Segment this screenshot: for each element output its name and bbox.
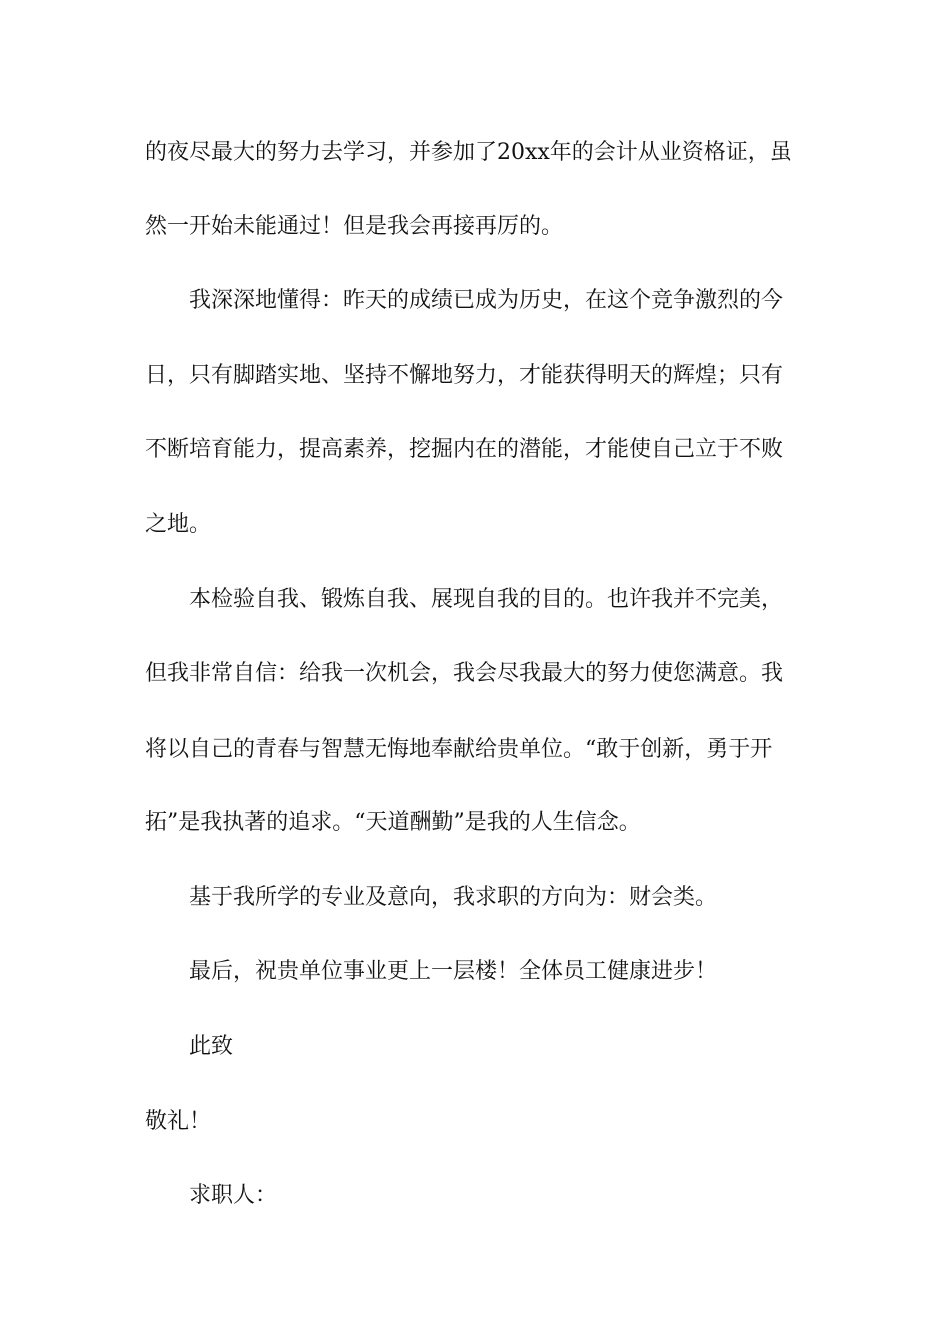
paragraph-line: 然一开始未能通过！但是我会再接再厉的。 (145, 214, 564, 239)
paragraph-line: 日，只有脚踏实地、坚持不懈地努力，才能获得明天的辉煌；只有 (145, 363, 784, 388)
paragraph-line: 不断培育能力，提高素养，挖掘内在的潜能，才能使自己立于不败 (145, 437, 784, 462)
paragraph-line: 但我非常自信：给我一次机会，我会尽我最大的努力使您满意。我 (145, 661, 784, 686)
applicant-signature-label: 求职人： (189, 1183, 278, 1208)
paragraph-line: 本检验自我、锻炼自我、展现自我的目的。也许我并不完美， (189, 587, 784, 612)
closing-salutation: 此致 (189, 1034, 234, 1059)
paragraph-line: 将以自己的青春与智慧无悔地奉献给贵单位。“敢于创新，勇于开 (145, 737, 773, 762)
paragraph-line: 最后，祝贵单位事业更上一层楼！全体员工健康进步！ (189, 959, 718, 984)
paragraph-line: 的夜尽最大的努力去学习，并参加了20xx年的会计从业资格证，虽 (145, 140, 792, 165)
closing-regards: 敬礼！ (145, 1109, 212, 1134)
paragraph-line: 基于我所学的专业及意向，我求职的方向为：财会类。 (189, 885, 718, 910)
paragraph-line: 之地。 (145, 512, 212, 537)
paragraph-line: 我深深地懂得：昨天的成绩已成为历史，在这个竞争激烈的今 (189, 288, 784, 313)
paragraph-line: 拓”是我执著的追求。“天道酬勤”是我的人生信念。 (145, 810, 641, 835)
